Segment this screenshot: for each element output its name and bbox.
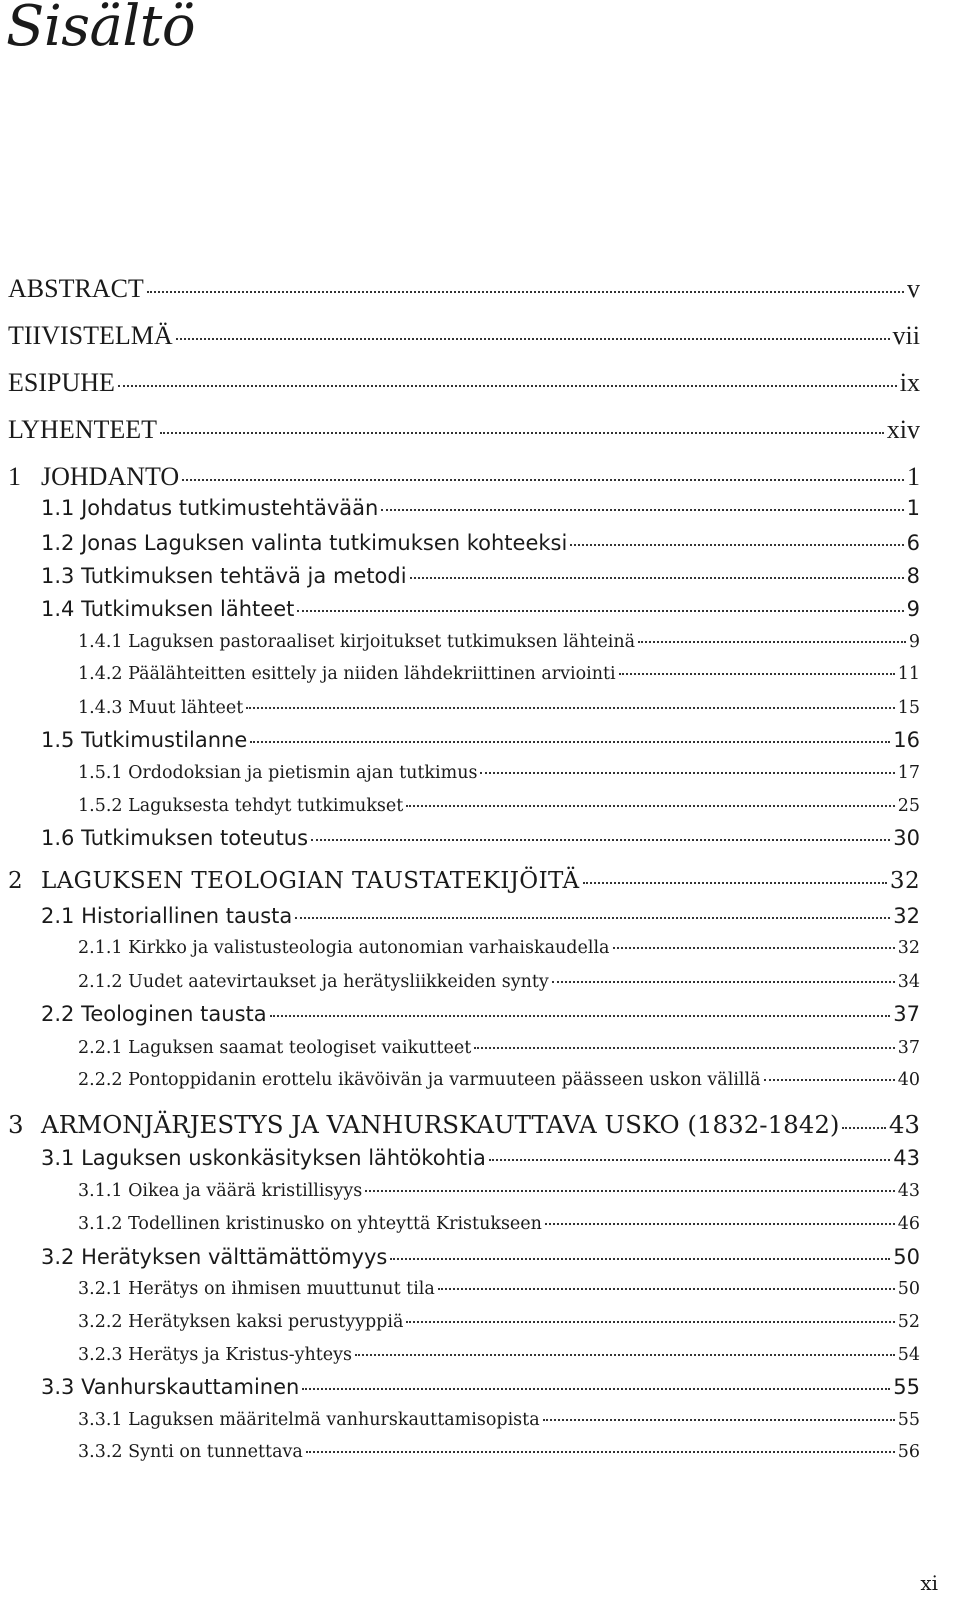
toc-entry-page: 40 xyxy=(897,1070,920,1090)
dot-leader xyxy=(543,1419,895,1421)
toc-entry-label: 2.1 Historiallinen tausta xyxy=(41,904,293,928)
toc-entry-page: 32 xyxy=(897,938,920,958)
dot-leader xyxy=(842,1127,885,1129)
toc-section[interactable] xyxy=(8,728,920,752)
dot-leader xyxy=(355,1354,895,1356)
dot-leader xyxy=(764,1079,895,1081)
toc-entry-label: 3.2 Herätyksen välttämättömyys xyxy=(41,1245,388,1269)
toc-entry-page: 55 xyxy=(893,1375,920,1399)
toc-entry-page: 1 xyxy=(906,496,920,520)
toc-entry-label: LYHENTEET xyxy=(8,415,158,444)
toc-entry-page: 30 xyxy=(893,826,920,850)
toc-entry-page: 32 xyxy=(893,904,920,928)
toc-subsection[interactable] xyxy=(8,1442,920,1462)
toc-entry-lyhenteet[interactable] xyxy=(8,415,920,445)
dot-leader xyxy=(176,338,890,340)
toc-chapter-3[interactable] xyxy=(8,1110,920,1139)
toc-entry-label: 3.3.1 Laguksen määritelmä vanhurskauttamisopista xyxy=(78,1410,540,1430)
toc-section[interactable] xyxy=(8,1146,920,1170)
toc-entry-page: 43 xyxy=(897,1181,920,1201)
toc-entry-label: 3.3.2 Synti on tunnettava xyxy=(78,1442,303,1462)
toc-section[interactable] xyxy=(8,1375,920,1399)
toc-entry-label: 1.3 Tutkimuksen tehtävä ja metodi xyxy=(41,564,407,588)
toc-subsection[interactable] xyxy=(8,1410,920,1430)
toc-entry-page: 55 xyxy=(897,1410,920,1430)
dot-leader xyxy=(638,641,906,643)
toc-subsection[interactable] xyxy=(8,632,920,652)
toc-entry-label: 3.3 Vanhurskauttaminen xyxy=(41,1375,300,1399)
toc-entry-page: 37 xyxy=(897,1038,920,1058)
toc-entry-page: 17 xyxy=(897,763,920,783)
dot-leader xyxy=(545,1223,895,1225)
toc-entry-esipuhe[interactable] xyxy=(8,368,920,398)
toc-subsection[interactable] xyxy=(8,1345,920,1365)
toc-entry-page: xiv xyxy=(886,415,920,444)
dot-leader xyxy=(246,707,894,709)
dot-leader xyxy=(570,544,903,546)
toc-entry-label: 1.6 Tutkimuksen toteutus xyxy=(41,826,309,850)
toc-entry-abstract[interactable] xyxy=(8,274,920,304)
toc-entry-page: 1 xyxy=(907,462,920,491)
toc-section[interactable] xyxy=(8,904,920,928)
dot-leader xyxy=(311,839,890,841)
toc-entry-label: 2.1.2 Uudet aatevirtaukset ja herätysliikkeiden synty xyxy=(78,972,549,992)
toc-entry-page: 15 xyxy=(897,698,920,718)
toc-subsection[interactable] xyxy=(8,1038,920,1058)
toc-subsection[interactable] xyxy=(8,664,920,684)
toc-entry-label: 3.2.2 Herätyksen kaksi perustyyppiä xyxy=(78,1312,404,1332)
toc-entry-tiivistelma[interactable] xyxy=(8,321,920,351)
toc-entry-label: 1.5 Tutkimustilanne xyxy=(41,728,248,752)
toc-entry-label: TIIVISTELMÄ xyxy=(8,321,173,350)
dot-leader xyxy=(381,509,903,511)
dot-leader xyxy=(270,1015,891,1017)
toc-section[interactable] xyxy=(8,564,920,588)
toc-subsection[interactable] xyxy=(8,1181,920,1201)
chapter-number: 2 xyxy=(8,868,24,894)
toc-entry-label: 3.1.2 Todellinen kristinusko on yhteyttä Kristukseen xyxy=(78,1214,542,1234)
toc-entry-label: 1.4 Tutkimuksen lähteet xyxy=(41,597,295,621)
toc-subsection[interactable] xyxy=(8,1070,920,1090)
dot-leader xyxy=(147,291,904,293)
toc-entry-label: LAGUKSEN TEOLOGIAN TAUSTATEKIJÖITÄ xyxy=(41,868,580,894)
toc-entry-page: ix xyxy=(899,368,920,397)
dot-leader xyxy=(297,610,903,612)
page-number: xi xyxy=(920,1571,938,1595)
toc-section[interactable] xyxy=(8,826,920,850)
toc-entry-label: 1.4.2 Päälähteitten esittely ja niiden lähdekriittinen arviointi xyxy=(78,664,616,684)
dot-leader xyxy=(118,385,897,387)
toc-entry-page: 50 xyxy=(897,1279,920,1299)
toc-subsection[interactable] xyxy=(8,698,920,718)
toc-section[interactable] xyxy=(8,597,920,621)
toc-entry-label: 1.5.2 Laguksesta tehdyt tutkimukset xyxy=(78,796,404,816)
toc-entry-page: 54 xyxy=(897,1345,920,1365)
toc-entry-label: 1.1 Johdatus tutkimustehtävään xyxy=(41,496,379,520)
toc-entry-page: 43 xyxy=(888,1110,920,1139)
dot-leader xyxy=(438,1288,895,1290)
toc-subsection[interactable] xyxy=(8,972,920,992)
dot-leader xyxy=(160,432,884,434)
dot-leader xyxy=(489,1159,890,1161)
toc-subsection[interactable] xyxy=(8,1214,920,1234)
toc-entry-label: 3.1.1 Oikea ja väärä kristillisyys xyxy=(78,1181,363,1201)
toc-entry-page: 8 xyxy=(906,564,920,588)
dot-leader xyxy=(182,479,904,481)
toc-entry-page: vii xyxy=(892,321,920,350)
toc-entry-page: 50 xyxy=(893,1245,920,1269)
toc-entry-label: 2.1.1 Kirkko ja valistusteologia autonomian varhaiskaudella xyxy=(78,938,610,958)
toc-entry-label: 3.2.3 Herätys ja Kristus-yhteys xyxy=(78,1345,353,1365)
toc-entry-page: 32 xyxy=(889,868,920,894)
dot-leader xyxy=(613,947,895,949)
toc-entry-page: 9 xyxy=(906,597,920,621)
toc-entry-page: 34 xyxy=(897,972,920,992)
toc-entry-label: ARMONJÄRJESTYS JA VANHURSKAUTTAVA USKO (1832-1842) xyxy=(41,1110,840,1139)
dot-leader xyxy=(306,1451,895,1453)
dot-leader xyxy=(390,1258,890,1260)
toc-subsection[interactable] xyxy=(8,1312,920,1332)
toc-section[interactable] xyxy=(8,1245,920,1269)
dot-leader xyxy=(410,577,904,579)
toc-subsection[interactable] xyxy=(8,796,920,816)
toc-entry-label: 2.2.1 Laguksen saamat teologiset vaikutteet xyxy=(78,1038,472,1058)
dot-leader xyxy=(406,805,894,807)
chapter-number: 3 xyxy=(8,1110,24,1139)
toc-entry-page: 46 xyxy=(897,1214,920,1234)
toc-subsection[interactable] xyxy=(8,1279,920,1299)
toc-entry-page: 11 xyxy=(897,664,920,684)
dot-leader xyxy=(619,673,895,675)
dot-leader xyxy=(365,1190,894,1192)
toc-subsection[interactable] xyxy=(8,938,920,958)
toc-entry-label: 1.5.1 Ordodoksian ja pietismin ajan tutkimus xyxy=(78,763,478,783)
dot-leader xyxy=(474,1047,894,1049)
toc-entry-page: v xyxy=(907,274,920,303)
dot-leader xyxy=(250,741,890,743)
toc-section[interactable] xyxy=(8,496,920,520)
toc-entry-page: 37 xyxy=(893,1002,920,1026)
toc-entry-label: 1.2 Jonas Laguksen valinta tutkimuksen kohteeksi xyxy=(41,531,568,555)
toc-chapter-2[interactable] xyxy=(8,868,920,894)
toc-section[interactable] xyxy=(8,1002,920,1026)
toc-entry-label: JOHDANTO xyxy=(41,462,180,491)
toc-entry-label: 1.4.1 Laguksen pastoraaliset kirjoitukset tutkimuksen lähteinä xyxy=(78,632,636,652)
toc-entry-label: 3.2.1 Herätys on ihmisen muuttunut tila xyxy=(78,1279,435,1299)
dot-leader xyxy=(583,882,887,884)
toc-entry-label: 2.2 Teologinen tausta xyxy=(41,1002,267,1026)
dot-leader xyxy=(552,981,895,983)
page-title: Sisältö xyxy=(6,0,196,59)
toc-entry-label: ESIPUHE xyxy=(8,368,115,397)
toc-entry-page: 43 xyxy=(893,1146,920,1170)
chapter-number: 1 xyxy=(8,462,21,491)
toc-entry-page: 25 xyxy=(897,796,920,816)
toc-subsection[interactable] xyxy=(8,763,920,783)
toc-entry-page: 16 xyxy=(893,728,920,752)
toc-entry-page: 52 xyxy=(897,1312,920,1332)
dot-leader xyxy=(406,1321,894,1323)
toc-entry-label: 2.2.2 Pontoppidanin erottelu ikävöivän ja varmuuteen päässeen uskon välillä xyxy=(78,1070,761,1090)
toc-entry-page: 56 xyxy=(897,1442,920,1462)
toc-entry-page: 6 xyxy=(906,531,920,555)
dot-leader xyxy=(302,1388,890,1390)
toc-section[interactable] xyxy=(8,531,920,555)
toc-entry-label: 1.4.3 Muut lähteet xyxy=(78,698,244,718)
dot-leader xyxy=(295,917,890,919)
toc-entry-label: 3.1 Laguksen uskonkäsityksen lähtökohtia xyxy=(41,1146,486,1170)
toc-entry-page: 9 xyxy=(908,632,920,652)
toc-chapter-1[interactable] xyxy=(8,462,920,492)
toc-entry-label: ABSTRACT xyxy=(8,274,144,303)
dot-leader xyxy=(480,772,894,774)
